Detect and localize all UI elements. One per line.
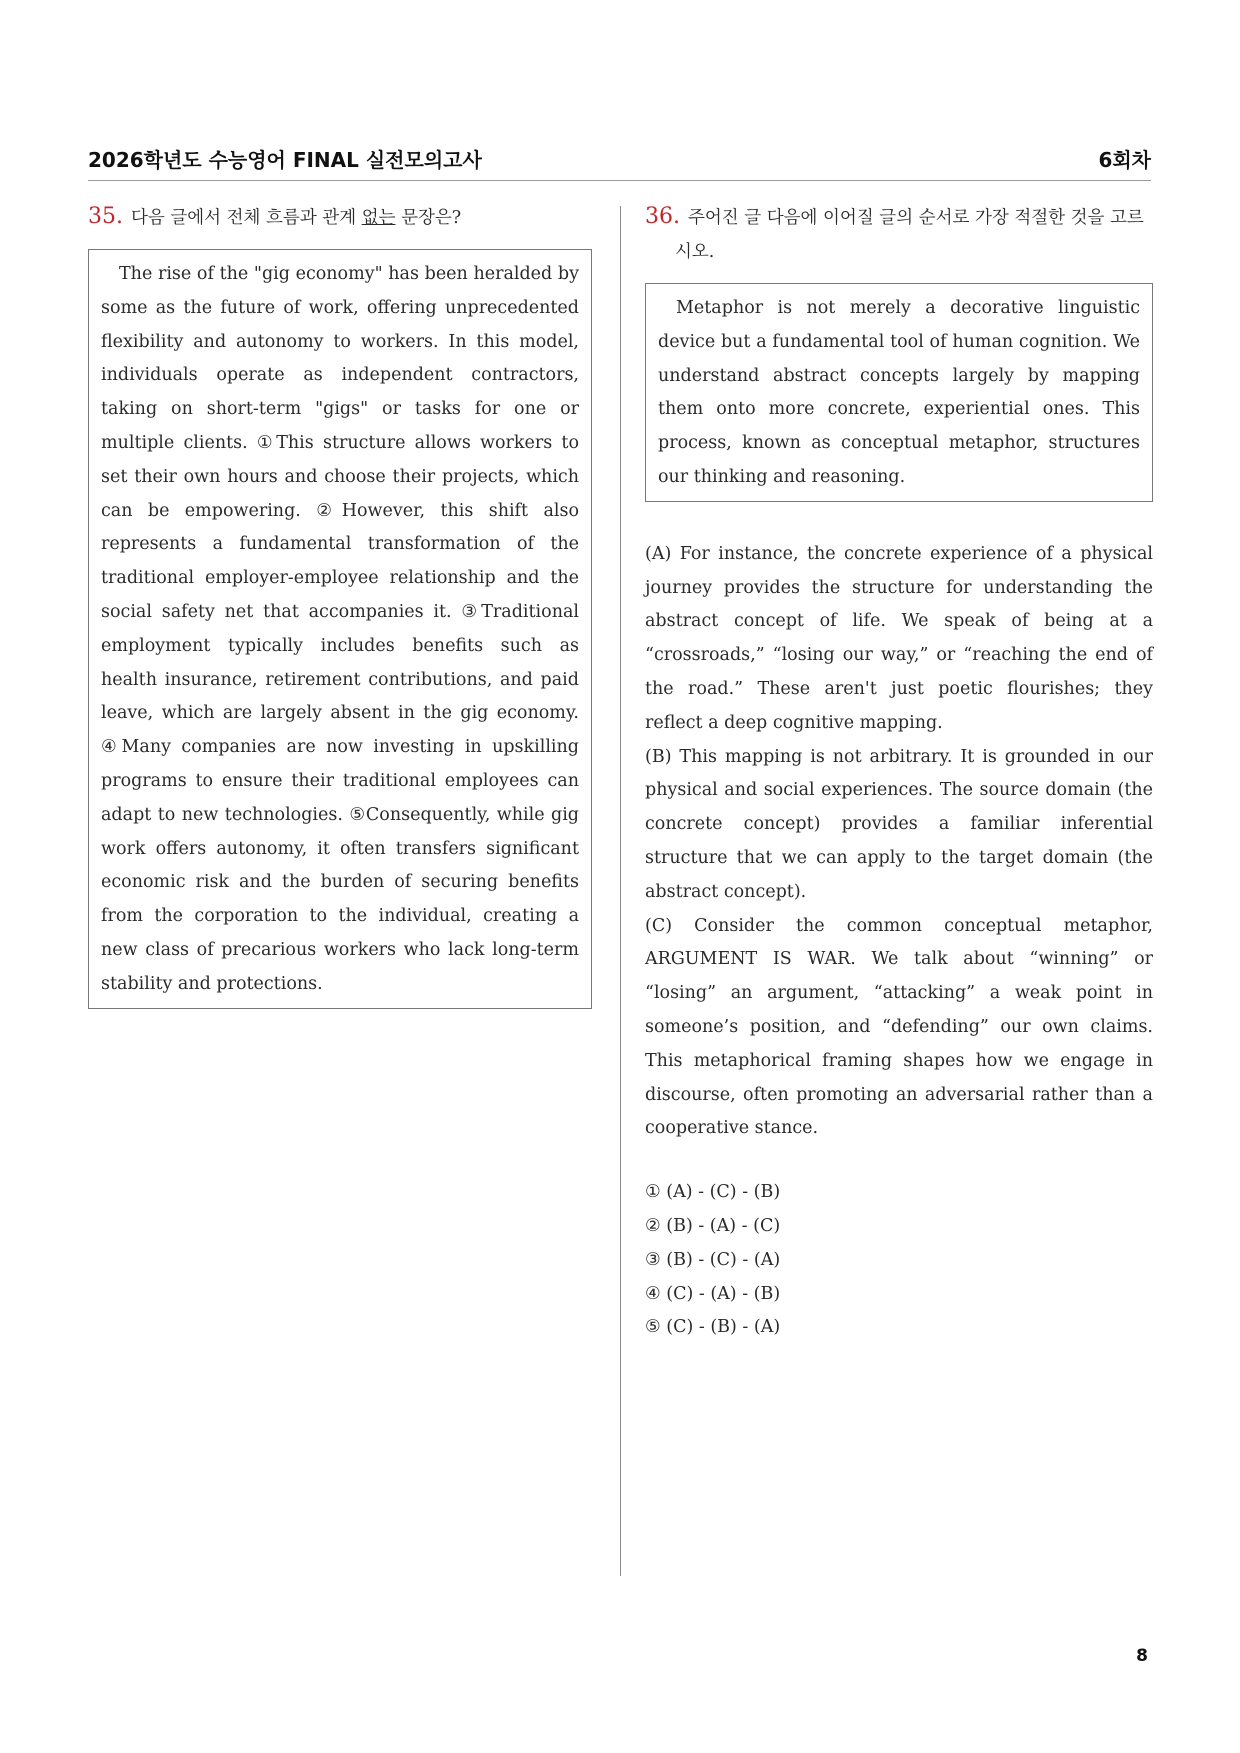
question-35-number: 35. <box>88 204 123 229</box>
question-36-choices <box>645 1176 1153 1345</box>
question-35-passage: The rise of the "gig economy" has been heralded by some as the future of work, offering unprecedented flexibility and autonomy to workers. In this model, individuals operate as independent contractors, taking on short-term "gigs" or tasks for one or multiple clients. ①This structure allows workers to set their own hours and choose their projects, which can be empowering. ②However, this shift also represents a fundamental transformation of the traditional employer-employee relationship and the social safety net that accompanies it. ③Traditional employment typically includes benefits such as health insurance, retirement contributions, and paid leave, which are largely absent in the gig economy. ④Many companies are now investing in upskilling programs to ensure their traditional employees can adapt to new technologies. ⑤Consequently, while gig work offers autonomy, it often transfers significant economic risk and the burden of securing benefits from the corporation to the individual, creating a new class of precarious workers who lack long-term stability and protections. <box>101 264 579 994</box>
section-c: (C) Consider the common conceptual metaphor, ARGUMENT IS WAR. We talk about “winning” or “losing” an argument, “attacking” a weak point in someone’s position, and “defending” our own claims. This metaphorical framing shapes how we engage in discourse, often promoting an adversarial rather than a cooperative stance. <box>645 915 1153 1139</box>
prompt-text-before: 다음 글에서 전체 흐름과 관계 <box>131 208 362 228</box>
prompt-text-after: 문장은? <box>395 208 462 228</box>
question-35-prompt <box>131 208 461 228</box>
exam-session: 6회차 <box>1098 148 1151 172</box>
question-36-prompt: 주어진 글 다음에 이어질 글의 순서로 가장 적절한 것을 고르시오. <box>675 208 1144 262</box>
page-number: 8 <box>1136 1646 1148 1666</box>
question-36 <box>645 200 1153 1345</box>
choice-3: ③ (B) - (C) - (A) <box>645 1249 781 1270</box>
question-36-header <box>645 200 1153 269</box>
choice-5: ⑤ (C) - (B) - (A) <box>645 1317 781 1338</box>
question-35-passage-box <box>88 249 592 1009</box>
page-header <box>88 140 1151 181</box>
question-36-given-text: Metaphor is not merely a decorative linguistic device but a fundamental tool of human cognition. We understand abstract concepts largely by mapping them onto more concrete, experiential ones. This process, known as conceptual metaphor, structures our thinking and reasoning. <box>658 298 1140 487</box>
question-36-given-box <box>645 283 1153 502</box>
section-a: (A) For instance, the concrete experience of a physical journey provides the structure for understanding the abstract concept of life. We speak of being at a “crossroads,” “losing our way,” or “reaching the end of the road.” These aren't just poetic flourishes; they reflect a deep cognitive mapping. <box>645 543 1153 733</box>
choice-2: ② (B) - (A) - (C) <box>645 1215 781 1236</box>
section-b: (B) This mapping is not arbitrary. It is grounded in our physical and social experiences. The source domain (the concrete concept) provides a familiar inferential structure that we can apply to the target domain (the abstract concept). <box>645 746 1153 902</box>
prompt-underlined-word: 없는 <box>361 208 396 228</box>
question-35-header <box>88 200 592 235</box>
exam-title: 2026학년도 수능영어 FINAL 실전모의고사 <box>88 148 482 172</box>
question-35 <box>88 200 592 1009</box>
question-36-sections <box>645 538 1153 1146</box>
column-divider <box>620 206 621 1576</box>
choice-4: ④ (C) - (A) - (B) <box>645 1283 781 1304</box>
question-36-number: 36. <box>645 204 680 229</box>
choice-1: ① (A) - (C) - (B) <box>645 1182 781 1203</box>
